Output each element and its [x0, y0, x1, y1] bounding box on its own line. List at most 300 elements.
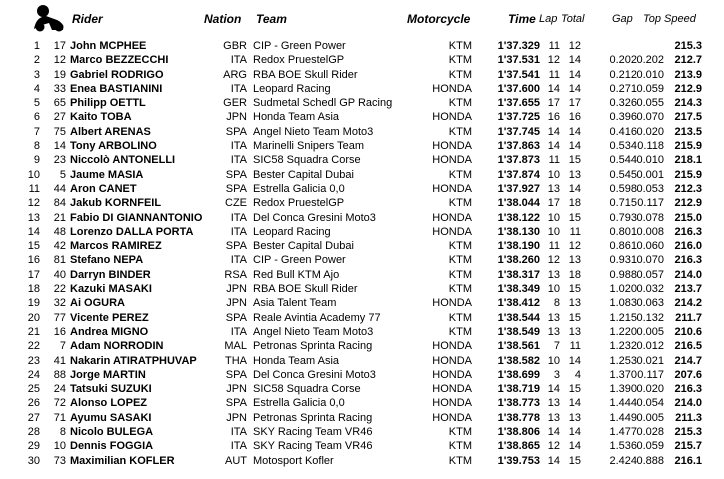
rider-name: Aron CANET: [70, 182, 137, 195]
team-name: Bester Capital Dubai: [253, 168, 354, 181]
rider-name: Jaume MASIA: [70, 168, 144, 181]
rider-number: 81: [53, 254, 66, 267]
results-header: [0, 0, 724, 34]
rider-number: 19: [53, 68, 66, 81]
motorcycle: KTM: [448, 426, 472, 439]
rider-number: 71: [53, 411, 66, 424]
position: 20: [27, 311, 40, 324]
nation: JPN: [226, 111, 247, 124]
motorcycle: KTM: [448, 54, 472, 67]
header-motorcycle: Motorcycle: [407, 12, 471, 26]
table-row: [0, 282, 724, 296]
rider-name: Enea BASTIANINI: [70, 82, 163, 95]
rider-name: Adam NORRODIN: [70, 340, 164, 353]
table-row: [0, 368, 724, 382]
best-lap: 10: [547, 225, 560, 238]
total-laps: 14: [568, 182, 581, 195]
best-lap: 13: [547, 397, 560, 410]
motorcycle: HONDA: [432, 368, 472, 381]
position: 14: [27, 225, 40, 238]
table-row: [0, 439, 724, 453]
team-name: Angel Nieto Team Moto3: [253, 325, 374, 338]
gap-first: 1.020: [609, 283, 637, 296]
header-time: Time: [508, 12, 536, 26]
position: 18: [27, 283, 40, 296]
nation: SPA: [225, 311, 247, 324]
team-name: CIP - Green Power: [253, 40, 346, 52]
gap-previous: 0.059: [636, 82, 664, 95]
table-row: [0, 82, 724, 96]
gap-previous: 0.117: [637, 368, 664, 381]
rider-number: 72: [53, 397, 66, 410]
rider-name: Tatsuki SUZUKI: [70, 383, 152, 396]
team-name: Leopard Racing: [253, 82, 331, 95]
top-speed: 212.9: [674, 82, 702, 95]
best-lap: 16: [547, 111, 560, 124]
rider-number: 14: [53, 140, 66, 153]
table-row: [0, 39, 724, 53]
total-laps: 11: [569, 225, 581, 238]
position: 15: [27, 240, 40, 253]
nation: THA: [225, 354, 247, 367]
best-lap: 11: [548, 154, 560, 167]
nation: GBR: [223, 40, 247, 52]
motorcycle: HONDA: [432, 225, 472, 238]
total-laps: 13: [568, 168, 581, 181]
team-name: RBA BOE Skull Rider: [253, 68, 358, 81]
best-lap: 14: [547, 426, 560, 439]
total-laps: 4: [574, 368, 581, 381]
best-lap: 12: [547, 440, 560, 453]
gap-previous: 0.117: [637, 197, 664, 210]
rider-number: 22: [53, 283, 66, 296]
position: 11: [28, 182, 40, 195]
total-laps: 15: [568, 283, 581, 296]
position: 17: [27, 268, 40, 281]
team-name: Marinelli Snipers Team: [253, 140, 365, 153]
rider-name: Ai OGURA: [70, 297, 125, 310]
top-speed: 216.0: [674, 240, 702, 253]
table-row: [0, 396, 724, 410]
nation: RSA: [224, 268, 247, 281]
gap-previous: 0.060: [636, 240, 664, 253]
team-name: RBA BOE Skull Rider: [253, 283, 358, 296]
total-laps: 14: [568, 82, 581, 95]
best-lap: 17: [547, 97, 560, 110]
gap-previous: 0.020: [636, 383, 664, 396]
top-speed: 215.9: [674, 168, 702, 181]
motorcycle: KTM: [448, 125, 472, 138]
best-lap: 8: [553, 297, 560, 310]
top-speed: 211.3: [675, 411, 702, 424]
gap-first: 0.416: [609, 125, 637, 138]
rider-number: 73: [53, 454, 66, 467]
motorcycle: KTM: [448, 311, 472, 324]
top-speed: 213.5: [674, 125, 702, 138]
rider-name: Nakarin ATIRATPHUVAP: [70, 354, 197, 367]
rider-name: Marco BEZZECCHI: [70, 54, 169, 67]
rider-number: 24: [53, 383, 66, 396]
best-lap: 3: [553, 368, 560, 381]
rider-number: 32: [53, 297, 66, 310]
rider-name: Jorge MARTIN: [70, 368, 146, 381]
rider-number: 40: [53, 268, 66, 281]
rider-name: Dennis FOGGIA: [70, 440, 154, 453]
gap-previous: 0.078: [636, 211, 664, 224]
table-row: [0, 325, 724, 339]
gap-first: 1.390: [609, 383, 637, 396]
gap-previous: 0.888: [636, 454, 664, 467]
motorcycle: HONDA: [432, 154, 472, 167]
team-name: Sudmetal Schedl GP Racing: [253, 97, 393, 110]
motorcycle: KTM: [448, 254, 472, 267]
total-laps: 14: [568, 54, 581, 67]
lap-time: 1'37.541: [497, 68, 540, 81]
position: 13: [27, 211, 40, 224]
nation: ITA: [230, 82, 247, 95]
gap-first: 0.544: [609, 154, 637, 167]
motorcycle-rider-logo-icon: [30, 3, 68, 33]
rider-name: Gabriel RODRIGO: [70, 68, 164, 81]
motorcycle: KTM: [448, 68, 472, 81]
motorcycle: HONDA: [432, 111, 472, 124]
motorcycle: KTM: [448, 40, 472, 52]
best-lap: 14: [547, 383, 560, 396]
table-row: [0, 354, 724, 368]
lap-time: 1'37.863: [497, 140, 540, 153]
nation: SPA: [225, 240, 247, 253]
position: 2: [33, 54, 40, 67]
position: 4: [33, 82, 40, 95]
nation: SPA: [225, 125, 247, 138]
top-speed: 207.6: [674, 368, 702, 381]
best-lap: 10: [547, 168, 560, 181]
rider-name: Ayumu SASAKI: [70, 411, 152, 424]
total-laps: 14: [568, 68, 581, 81]
best-lap: 11: [548, 68, 560, 81]
rider-name: Kazuki MASAKI: [70, 283, 152, 296]
total-laps: 13: [568, 411, 581, 424]
gap-previous: 0.010: [636, 68, 664, 81]
position: 8: [33, 140, 40, 153]
gap-previous: 0.032: [636, 283, 664, 296]
total-laps: 16: [568, 111, 581, 124]
best-lap: 10: [547, 283, 560, 296]
rider-name: Tony ARBOLINO: [70, 140, 157, 153]
motorcycle: KTM: [448, 240, 472, 253]
table-row: [0, 68, 724, 82]
lap-time: 1'37.927: [497, 182, 540, 195]
top-speed: 216.3: [674, 254, 702, 267]
best-lap: 10: [547, 211, 560, 224]
lap-time: 1'38.044: [497, 197, 540, 210]
total-laps: 13: [568, 325, 581, 338]
total-laps: 18: [568, 268, 581, 281]
gap-first: 0.534: [609, 140, 637, 153]
rider-number: 27: [53, 111, 66, 124]
best-lap: 7: [553, 340, 560, 353]
position: 6: [33, 111, 40, 124]
table-row: [0, 211, 724, 225]
top-speed: 215.7: [674, 440, 702, 453]
best-lap: 11: [548, 240, 560, 253]
team-name: SIC58 Squadra Corse: [253, 154, 361, 167]
team-name: Redox PruestelGP: [253, 54, 345, 67]
top-speed: 216.3: [674, 383, 702, 396]
best-lap: 13: [547, 182, 560, 195]
position: 22: [27, 340, 40, 353]
position: 23: [27, 354, 40, 367]
gap-first: 2.424: [609, 454, 637, 467]
gap-previous: 0.063: [636, 297, 664, 310]
lap-time: 1'37.874: [497, 168, 540, 181]
team-name: Del Conca Gresini Moto3: [253, 211, 376, 224]
nation: JPN: [226, 383, 247, 396]
nation: ITA: [230, 254, 247, 267]
table-row: [0, 411, 724, 425]
gap-previous: 0.028: [636, 426, 664, 439]
lap-time: 1'38.260: [497, 254, 540, 267]
nation: SPA: [225, 397, 247, 410]
lap-time: 1'38.122: [497, 211, 540, 224]
gap-previous: 0.012: [636, 340, 664, 353]
lap-time: 1'37.600: [497, 82, 540, 95]
gap-first: 0.861: [609, 240, 637, 253]
motorcycle: HONDA: [432, 297, 472, 310]
gap-first: 0.931: [609, 254, 637, 267]
top-speed: 215.3: [674, 40, 702, 52]
nation: GER: [223, 97, 247, 110]
rider-name: Jakub KORNFEIL: [70, 197, 162, 210]
position: 5: [33, 97, 40, 110]
gap-first: 1.232: [609, 340, 637, 353]
team-name: Honda Team Asia: [253, 354, 340, 367]
nation: ITA: [230, 325, 247, 338]
team-name: CIP - Green Power: [253, 254, 346, 267]
position: 1: [33, 40, 40, 52]
top-speed: 213.7: [674, 283, 702, 296]
nation: ITA: [230, 211, 247, 224]
lap-time: 1'37.531: [497, 54, 540, 67]
team-name: Red Bull KTM Ajo: [253, 268, 340, 281]
best-lap: 12: [547, 54, 560, 67]
position: 30: [27, 454, 40, 467]
table-row: [0, 268, 724, 282]
gap-first: 1.220: [609, 325, 637, 338]
top-speed: 216.3: [674, 225, 702, 238]
lap-time: 1'37.873: [497, 154, 540, 167]
lap-time: 1'39.753: [497, 454, 540, 467]
team-name: Redox PruestelGP: [253, 197, 345, 210]
table-row: [0, 153, 724, 167]
team-name: Petronas Sprinta Racing: [253, 340, 373, 353]
lap-time: 1'38.317: [497, 268, 540, 281]
top-speed: 212.3: [674, 182, 702, 195]
lap-time: 1'38.349: [497, 283, 540, 296]
header-lap: Lap: [539, 13, 558, 25]
gap-first: 0.715: [609, 197, 637, 210]
position: 24: [27, 368, 40, 381]
total-laps: 14: [568, 125, 581, 138]
lap-time: 1'37.329: [497, 40, 540, 52]
nation: MAL: [224, 340, 247, 353]
header-rider: Rider: [72, 12, 103, 26]
gap-first: 1.449: [609, 411, 637, 424]
gap-first: 1.370: [609, 368, 637, 381]
table-row: [0, 382, 724, 396]
total-laps: 15: [568, 383, 581, 396]
table-row: [0, 425, 724, 439]
top-speed: 218.1: [674, 154, 702, 167]
best-lap: 12: [547, 254, 560, 267]
gap-previous: 0.001: [636, 168, 664, 181]
top-speed: 214.0: [674, 268, 702, 281]
position: 19: [27, 297, 40, 310]
lap-time: 1'38.549: [497, 325, 540, 338]
gap-first: 0.598: [609, 182, 637, 195]
gap-previous: 0.057: [636, 268, 664, 281]
gap-previous: 0.005: [636, 325, 664, 338]
rider-name: Andrea MIGNO: [70, 325, 149, 338]
lap-time: 1'38.719: [497, 383, 540, 396]
position: 29: [27, 440, 40, 453]
lap-time: 1'38.190: [497, 240, 540, 253]
motorcycle: KTM: [448, 454, 472, 467]
top-speed: 216.1: [674, 454, 702, 467]
lap-time: 1'38.778: [497, 411, 540, 424]
motorcycle: KTM: [448, 440, 472, 453]
rider-number: 21: [53, 211, 66, 224]
motorcycle: KTM: [448, 268, 472, 281]
best-lap: 13: [547, 311, 560, 324]
rider-name: Kaito TOBA: [70, 111, 132, 124]
table-row: [0, 311, 724, 325]
table-row: [0, 196, 724, 210]
total-laps: 15: [568, 154, 581, 167]
position: 7: [33, 125, 40, 138]
top-speed: 211.7: [675, 311, 702, 324]
lap-time: 1'38.582: [497, 354, 540, 367]
rider-name: Nicolo BULEGA: [70, 426, 154, 439]
best-lap: 14: [547, 82, 560, 95]
rider-name: Alonso LOPEZ: [70, 397, 147, 410]
motorcycle: HONDA: [432, 140, 472, 153]
table-row: [0, 110, 724, 124]
team-name: Bester Capital Dubai: [253, 240, 354, 253]
total-laps: 15: [568, 211, 581, 224]
table-row: [0, 182, 724, 196]
gap-first: 0.988: [609, 268, 637, 281]
team-name: Estrella Galicia 0,0: [253, 182, 345, 195]
lap-time: 1'37.745: [497, 125, 540, 138]
best-lap: 17: [547, 197, 560, 210]
best-lap: 11: [548, 40, 560, 52]
gap-first: 0.212: [609, 68, 637, 81]
rider-number: 10: [53, 440, 66, 453]
nation: CZE: [225, 197, 247, 210]
team-name: Leopard Racing: [253, 225, 331, 238]
lap-time: 1'38.130: [497, 225, 540, 238]
total-laps: 14: [568, 426, 581, 439]
lap-time: 1'38.865: [497, 440, 540, 453]
gap-first: 0.396: [609, 111, 637, 124]
gap-previous: 0.118: [637, 140, 664, 153]
total-laps: 14: [568, 397, 581, 410]
rider-name: Maximilian KOFLER: [70, 454, 175, 467]
rider-number: 42: [53, 240, 66, 253]
gap-previous: 0.070: [636, 254, 664, 267]
nation: ITA: [230, 225, 247, 238]
rider-number: 48: [53, 225, 66, 238]
total-laps: 17: [568, 97, 581, 110]
motorcycle: HONDA: [432, 383, 472, 396]
best-lap: 10: [547, 354, 560, 367]
team-name: Honda Team Asia: [253, 111, 340, 124]
rider-number: 7: [59, 340, 66, 353]
nation: ITA: [230, 440, 247, 453]
header-top-speed: Top Speed: [643, 13, 696, 25]
gap-first: 1.444: [609, 397, 637, 410]
lap-time: 1'38.544: [497, 311, 540, 324]
rider-number: 88: [53, 368, 66, 381]
position: 26: [27, 397, 40, 410]
rider-number: 84: [53, 197, 66, 210]
position: 27: [27, 411, 40, 424]
gap-first: 1.477: [609, 426, 637, 439]
rider-number: 8: [59, 426, 66, 439]
position: 25: [27, 383, 40, 396]
table-row: [0, 339, 724, 353]
gap-previous: 0.055: [636, 97, 664, 110]
rider-number: 41: [53, 354, 66, 367]
nation: JPN: [226, 283, 247, 296]
team-name: SIC58 Squadra Corse: [253, 383, 361, 396]
gap-first: 0.326: [609, 97, 637, 110]
best-lap: 13: [547, 268, 560, 281]
team-name: Reale Avintia Academy 77: [253, 311, 381, 324]
top-speed: 217.5: [674, 111, 702, 124]
gap-previous: 0.059: [636, 440, 664, 453]
gap-previous: 0.010: [636, 154, 664, 167]
top-speed: 212.7: [674, 54, 702, 67]
gap-first: 0.793: [609, 211, 637, 224]
total-laps: 15: [568, 311, 581, 324]
motorcycle: HONDA: [432, 211, 472, 224]
nation: ARG: [223, 68, 247, 81]
rider-number: 16: [53, 325, 66, 338]
position: 28: [27, 426, 40, 439]
gap-previous: 0.021: [636, 354, 664, 367]
rider-number: 5: [59, 168, 66, 181]
top-speed: 214.3: [674, 97, 702, 110]
header-team: Team: [256, 12, 287, 26]
gap-previous: 0.054: [636, 397, 664, 410]
total-laps: 14: [568, 354, 581, 367]
team-name: Del Conca Gresini Moto3: [253, 368, 376, 381]
table-row: [0, 296, 724, 310]
lap-time: 1'38.773: [497, 397, 540, 410]
motorcycle: KTM: [448, 97, 472, 110]
table-row: [0, 139, 724, 153]
rider-number: 65: [53, 97, 66, 110]
nation: ITA: [230, 140, 247, 153]
total-laps: 14: [568, 140, 581, 153]
top-speed: 210.6: [674, 325, 702, 338]
nation: ITA: [230, 154, 247, 167]
best-lap: 14: [547, 454, 560, 467]
best-lap: 13: [547, 411, 560, 424]
top-speed: 215.3: [674, 426, 702, 439]
